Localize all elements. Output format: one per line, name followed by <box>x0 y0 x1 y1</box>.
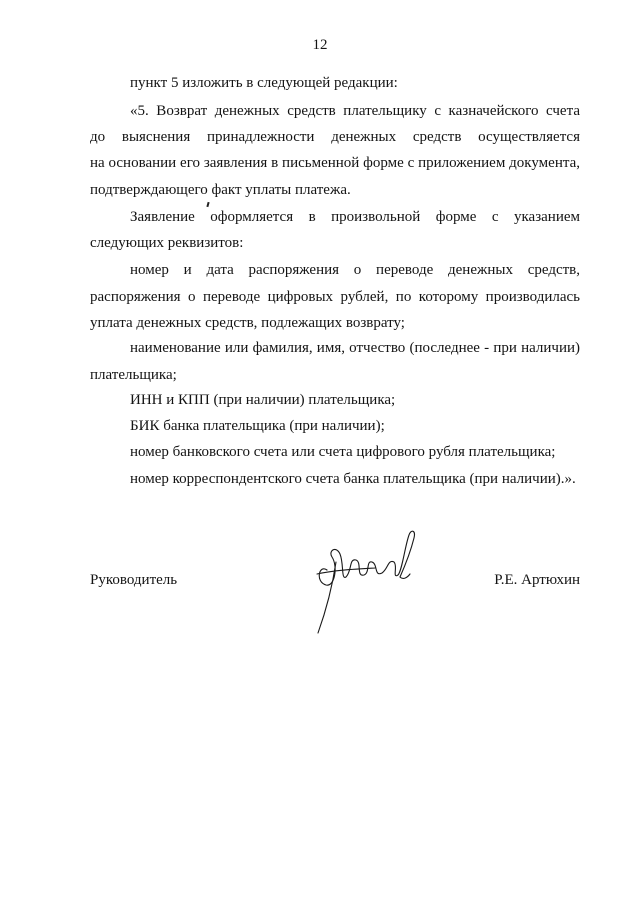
paragraph-line: на основании его заявления в письменной форме с приложением документа, <box>90 155 580 171</box>
paragraph-line: следующих реквизитов: <box>90 235 244 251</box>
paragraph-line: БИК банка плательщика (при наличии); <box>130 418 385 434</box>
page-number: 12 <box>312 37 328 53</box>
paragraph-line: номер банковского счета или счета цифрового рубля плательщика; <box>130 444 556 460</box>
paragraph-line: плательщика; <box>90 367 177 383</box>
paragraph-line: Заявление оформляется в произвольной форме с указанием <box>130 209 580 225</box>
paragraph-line: пункт 5 изложить в следующей редакции: <box>130 75 398 91</box>
handwritten-signature <box>305 524 425 639</box>
paragraph-line: номер корреспондентского счета банка плательщика (при наличии).». <box>130 471 576 487</box>
paragraph-line: наименование или фамилия, имя, отчество (последнее - при наличии) <box>130 340 580 356</box>
paragraph-line: уплата денежных средств, подлежащих возврату; <box>90 315 405 331</box>
signatory-name: Р.Е. Артюхин <box>494 572 580 588</box>
paragraph-line: подтверждающего факт уплаты платежа. <box>90 182 351 198</box>
paragraph-line: ИНН и КПП (при наличии) плательщика; <box>130 392 396 408</box>
paragraph-line: номер и дата распоряжения о переводе денежных средств, <box>130 262 580 278</box>
paragraph-line: «5. Возврат денежных средств плательщику с казначейского счета <box>130 103 580 119</box>
paragraph-line: распоряжения о переводе цифровых рублей, по которому производилась <box>90 289 580 305</box>
signatory-title: Руководитель <box>90 572 178 588</box>
paragraph-line: до выяснения принадлежности денежных средств осуществляется <box>90 129 580 145</box>
